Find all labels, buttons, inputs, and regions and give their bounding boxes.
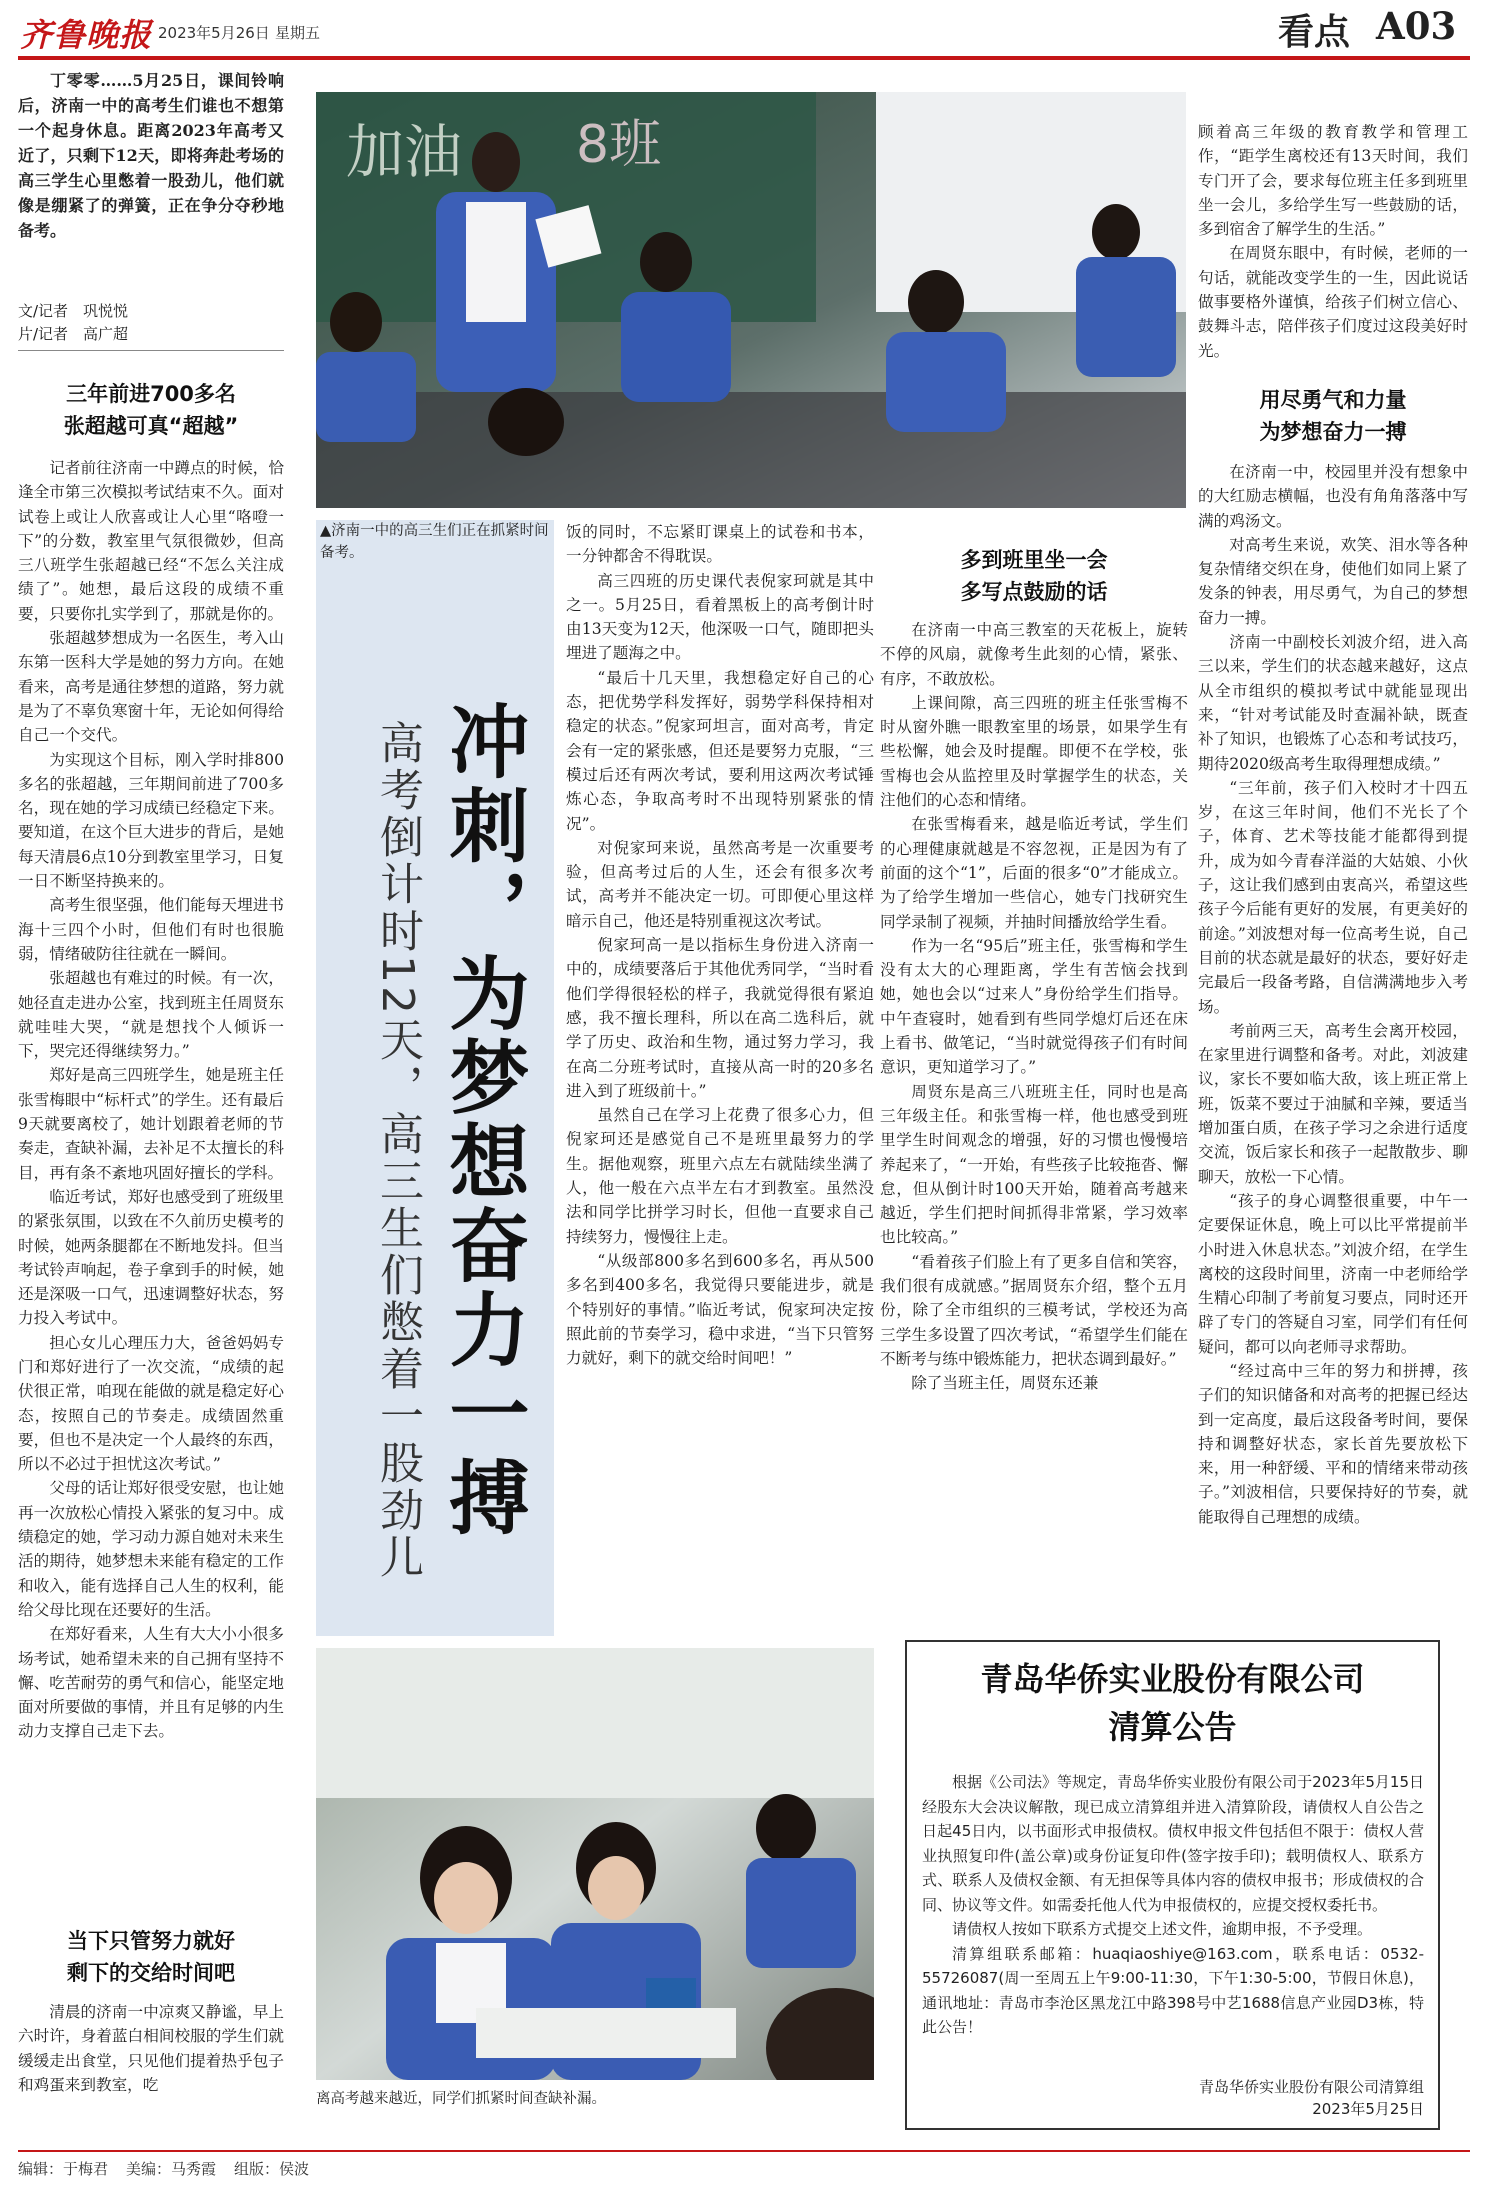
notice-date: 2023年5月25日 xyxy=(1312,2100,1424,2118)
footer-designer: 美编：马秀霞 xyxy=(126,2160,217,2178)
subhead-use-courage: 用尽勇气和力量 为梦想奋力一搏 xyxy=(1259,388,1407,444)
notice-body xyxy=(922,1770,1424,2040)
photo2-caption: 离高考越来越近，同学们抓紧时间查缺补漏。 xyxy=(316,2091,606,2107)
notice-signer: 青岛华侨实业股份有限公司清算组 xyxy=(1198,2078,1424,2096)
column-1-body-2 xyxy=(18,2000,284,2146)
paragraph: 在周贤东眼中，有时候，老师的一句话，就能改变学生的一生，因此说话做事要格外谨慎，给孩子们树立信心、鼓舞斗志，陪伴孩子们度过这段美好时光。 xyxy=(1198,244,1468,360)
issue-weekday: 星期五 xyxy=(275,24,321,42)
paragraph: 除了当班主任，周贤东还兼 xyxy=(911,1374,1099,1393)
paragraph: 虽然自己在学习上花费了很多心力，但倪家珂还是感觉自己不是班里最努力的学生。据他观察，班里六点左右就陆续坐满了人，他一般在六点半左右才到教室。虽然没法和同学比拼学习时长，但他一直要求自己持续努力，慢慢往上走。 xyxy=(566,1106,874,1246)
paragraph: 在济南一中高三教室的天花板上，旋转不停的风扇，就像考生此刻的心情，紧张、有序，不敢放松。 xyxy=(880,621,1188,688)
paragraph: “三年前，孩子们入校时才十四五岁，在这三年时间，他们不光长了个子，体育、艺术等技能才能都得到提升，成为如今青春洋溢的大姑娘、小伙子，这让我们感到由衷高兴，希望这些孩子今后能有更好的发展，有更美好的前途。”刘波想对每一位高考生说，自己目前的状态就是最好的状态，要好好走完最后一段备考路，自信满满地步入考场。 xyxy=(1198,778,1468,1016)
main-headline: 冲刺，为梦想奋力一搏 xyxy=(436,700,529,1540)
writer-credit: 文/记者 巩悦悦 xyxy=(18,302,129,320)
paragraph: 作为一名“95后”班主任，张雪梅和学生没有太大的心理距离，学生有苦恼会找到她，她也会以“过来人”身份给学生们指导。中午查寝时，她看到有些同学熄灯后还在床上看书、做笔记，“当时就觉得孩子们有时间意识，更知道学习了。” xyxy=(880,936,1188,1077)
paragraph: 为实现这个目标，刚入学时排800多名的张超越，三年期间前进了700多名，现在她的学习成绩已经稳定下来。要知道，在这个巨大进步的背后，是她每天清晨6点10分到教室里学习，日复一日不断坚持换来的。 xyxy=(18,750,284,891)
paragraph: 倪家珂高一是以指标生身份进入济南一中的，成绩要落后于其他优秀同学，“当时看他们学得很轻松的样子，我就觉得很有紧迫感，我不擅长理科，所以在高二选科后，就学了历史、政治和生物，通过努力学习，我在高二分班考试时，直接从高一时的20多名进入到了班级前十。” xyxy=(566,936,874,1100)
classroom-photo-top xyxy=(316,92,1186,508)
column-1-body xyxy=(18,456,284,1912)
paragraph: 在张雪梅看来，越是临近考试，学生们的心理健康就越是不容忽视，正是因为有了前面的这个“1”，后面的很多“0”才能成立。为了给学生增加一些信心，她专门找研究生同学录制了视频，并抽时间播放给学生看。 xyxy=(880,815,1188,931)
paragraph: “孩子的身心调整很重要，中午一定要保证休息，晚上可以比平常提前半小时进入休息状态。”刘波介绍，在学生离校的这段时间里，济南一中老师给学生精心印制了考前复习要点，同时还开辟了专门的答疑自习室，同学们有任何疑问，都可以向老师寻求帮助。 xyxy=(1198,1191,1468,1356)
masthead-rule xyxy=(18,56,1470,60)
credit-divider xyxy=(18,350,284,351)
paragraph: 济南一中副校长刘波介绍，进入高三以来，学生们的状态越来越好，这点从全市组织的模拟考试中就能显现出来，“针对考试能及时查漏补缺，既查补了知识，也锻炼了心态和考试技巧，期待2020级高考生取得理想成绩。” xyxy=(1198,633,1468,773)
article-lead: 丁零零……5月25日，课间铃响后，济南一中的高考生们谁也不想第一个起身休息。距离2023年高考又近了，只剩下12天，即将奔赴考场的高三学生心里憋着一股劲儿，他们就像是绷紧了的弹簧，正在争分夺秒地备考。 xyxy=(18,71,284,240)
paragraph: 考前两三天，高考生会离开校园，在家里进行调整和备考。对此，刘波建议，家长不要如临大敌，该上班正常上班，饭菜不要过于油腻和辛辣，要适当增加蛋白质，在孩子学习之余进行适度交流，饭后家长和孩子一起散散步、聊聊天，放松一下心情。 xyxy=(1198,1021,1468,1186)
issue-date: 2023年5月26日 xyxy=(158,24,270,42)
column-5-body-2 xyxy=(1198,460,1468,1628)
subhead-zhang-chaoyue: 三年前进700多名 张超越可真“超越” xyxy=(63,382,239,438)
paragraph: 顾着高三年级的教育教学和管理工作，“距学生离校还有13天时间，我们专门开了会，要求每位班主任多到班里坐一会儿，多给学生写一些鼓励的话，多到宿舍了解学生的生活。” xyxy=(1198,123,1468,239)
paragraph: 记者前往济南一中蹲点的时候，恰逢全市第三次模拟考试结束不久。面对试卷上或让人欣喜或让人心里“咯噔一下”的分数，教室里气氛很微妙，但高三八班学生张超越已经“不怎么关注成绩了”。她想，最后这段的成绩不重要，只要你扎实学到了，那就是你的。 xyxy=(18,459,284,623)
paragraph: 在郑好看来，人生有大大小小很多场考试，她希望未来的自己拥有坚持不懈、吃苦耐劳的勇气和信心，能坚定地面对所要做的事情，并且有足够的内生动力支撑自己走下去。 xyxy=(18,1625,284,1741)
paragraph: 清晨的济南一中凉爽又静谧，早上六时许，身着蓝白相间校服的学生们就缓缓走出食堂，只见他们提着热乎包子和鸡蛋来到教室，吃 xyxy=(18,2003,284,2094)
paragraph: 在济南一中，校园里并没有想象中的大红励志横幅，也没有角角落落中写满的鸡汤文。 xyxy=(1198,463,1468,530)
subhead-sit-in-class: 多到班里坐一会 多写点鼓励的话 xyxy=(960,548,1108,604)
section-name: 看点 xyxy=(1278,12,1351,53)
paragraph: 饭的同时，不忘紧盯课桌上的试卷和书本，一分钟都舍不得耽误。 xyxy=(566,523,874,566)
paragraph: 对倪家珂来说，虽然高考是一次重要考验，但高考过后的人生，还会有很多次考试，高考并不能决定一切。可即便心里这样暗示自己，他还是特别重视这次考试。 xyxy=(566,838,874,930)
paragraph: 父母的话让郑好很受安慰，也让她再一次放松心情投入紧张的复习中。成绩稳定的她，学习动力源自她对未来生活的期待，她梦想未来能有稳定的工作和收入，能有选择自己人生的权利，能给父母比现在还要好的生活。 xyxy=(18,1479,284,1619)
paragraph: “从级部800多名到600多名，再从500多名到400多名，我觉得只要能进步，就是个特别好的事情。”临近考试，倪家珂决定按照此前的节奏学习，稳中求进，“当下只管努力就好，剩下的就交给时间吧！” xyxy=(566,1251,874,1368)
photo1-caption: ▲济南一中的高三生们正在抓紧时间备考。 xyxy=(320,523,549,561)
classroom-photo-bottom xyxy=(316,1648,874,2080)
article-credits xyxy=(18,300,284,346)
page-number: A03 xyxy=(1376,4,1457,48)
notice-paragraph: 清算组联系邮箱：huaqiaoshiye@163.com，联系电话：0532-55726087(周一至周五上午9:00-11:30，下午1:30-5:00，节假日休息)，通讯地址：青岛市李沧区黑龙江中路398号中艺1688信息产业园D3栋，特此公告！ xyxy=(922,1944,1424,2036)
paragraph: 张超越也有难过的时候。有一次，她径直走进办公室，找到班主任周贤东就哇哇大哭，“就是想找个人倾诉一下，哭完还得继续努力。” xyxy=(18,969,284,1061)
notice-title: 青岛华侨实业股份有限公司 清算公告 xyxy=(980,1660,1365,1746)
sub-headline: 高考倒计时12天，高三生们憋着一股劲儿 xyxy=(372,720,423,1581)
svg-text:8班: 8班 xyxy=(576,115,662,175)
paragraph: 高考生很坚强，他们能每天埋进书海十三四个小时，但他们有时也很脆弱，情绪破防往往就在一瞬间。 xyxy=(18,896,284,963)
svg-text:加油: 加油 xyxy=(346,118,463,186)
paragraph: “经过高中三年的努力和拼搏，孩子们的知识储备和对高考的把握已经达到一定高度，最后这段备考时间，要保持和调整好状态，家长首先要放松下来，用一种舒缓、平和的情绪来带动孩子。”刘波相信，只要保持好的节奏，就能取得自己理想的成绩。 xyxy=(1198,1361,1468,1526)
paragraph: 郑好是高三四班学生，她是班主任张雪梅眼中“标杆式”的学生。还有最后9天就要离校了，她计划跟着老师的节奏走，查缺补漏，去补足不太擅长的科目，再有条不紊地巩固好擅长的学科。 xyxy=(18,1066,284,1182)
notice-paragraph: 根据《公司法》等规定，青岛华侨实业股份有限公司于2023年5月15日经股东大会决议解散，现已成立清算组并进入清算阶段，请债权人自公告之日起45日内，以书面形式申报债权。债权申报文件包括但不限于：债权人营业执照复印件(盖公章)或身份证复印件(签字按手印)；载明债权人、联系方式、联系人及债权金额、有无担保等具体内容的债权申报书；形成债权的合同、协议等文件。如需委托他人代为申报债权的，应提交授权委托书。 xyxy=(922,1773,1424,1914)
paragraph: 担心女儿心理压力大，爸爸妈妈专门和郑好进行了一次交流，“成绩的起伏很正常，咱现在能做的就是稳定好心态，按照自己的节奏走。成绩固然重要，但也不是决定一个人最终的东西，所以不必过于担忧这次考试。” xyxy=(18,1333,284,1474)
footer-proofreader: 组版：侯波 xyxy=(234,2160,310,2178)
subhead-leave-to-time: 当下只管努力就好 剩下的交给时间吧 xyxy=(67,1929,235,1985)
notice-paragraph: 请债权人按如下联系方式提交上述文件，逾期申报，不予受理。 xyxy=(952,1920,1373,1938)
paragraph: 周贤东是高三八班班主任，同时也是高三年级主任。和张雪梅一样，他也感受到班里学生时间观念的增强，好的习惯也慢慢培养起来了，“一开始，有些孩子比较拖沓、懈怠，但从倒计时100天开始，随着高考越来越近，学生们把时间抓得非常紧，学习效率也比较高。” xyxy=(880,1082,1188,1247)
footer-rule xyxy=(18,2150,1470,2152)
paragraph: 张超越梦想成为一名医生，考入山东第一医科大学是她的努力方向。在她看来，高考是通往梦想的道路，努力就是为了不辜负寒窗十年，无论如何得给自己一个交代。 xyxy=(18,629,284,745)
paragraph: “最后十几天里，我想稳定好自己的心态，把优势学科发挥好，弱势学科保持相对稳定的状态。”倪家珂坦言，面对高考，肯定会有一定的紧张感，但还是要努力克服，“三模过后还有两次考试，要利用这两次考试锤炼心态，争取高考时不出现特别紧张的情况”。 xyxy=(566,668,874,833)
column-4-body xyxy=(880,618,1188,1628)
paragraph: 对高考生来说，欢笑、泪水等各种复杂情绪交织在身，使他们如同上紧了发条的钟表，用尽勇气，为自己的梦想奋力一搏。 xyxy=(1198,535,1468,627)
paragraph: 上课间隙，高三四班的班主任张雪梅不时从窗外瞧一眼教室里的场景，如果学生有些松懈，她会及时提醒。即便不在学校，张雪梅也会从监控里及时掌握学生的状态，关注他们的心态和情绪。 xyxy=(880,693,1188,810)
photographer-credit: 片/记者 高广超 xyxy=(18,325,129,343)
column-3-body xyxy=(566,520,874,1628)
paragraph: 高三四班的历史课代表倪家珂就是其中之一。5月25日，看着黑板上的高考倒计时由13天变为12天，他深吸一口气，随即把头埋进了题海之中。 xyxy=(566,571,874,663)
column-5-body xyxy=(1198,120,1468,370)
newspaper-logo: 齐鲁晚报 xyxy=(20,16,153,54)
paragraph: 临近考试，郑好也感受到了班级里的紧张氛围，以致在不久前历史模考的时候，她两条腿都在不断地发抖。但当考试铃声响起，卷子拿到手的时候，她还是深吸一口气，迅速调整好状态，努力投入考试中。 xyxy=(18,1187,284,1328)
footer-editor: 编辑：于梅君 xyxy=(18,2160,109,2178)
paragraph: “看着孩子们脸上有了更多自信和笑容，我们很有成就感。”据周贤东介绍，整个五月份，除了全市组织的三模考试，学校还为高三学生多设置了四次考试，“希望学生们能在不断考与练中锻炼能力，把状态调到最好。” xyxy=(880,1252,1188,1368)
